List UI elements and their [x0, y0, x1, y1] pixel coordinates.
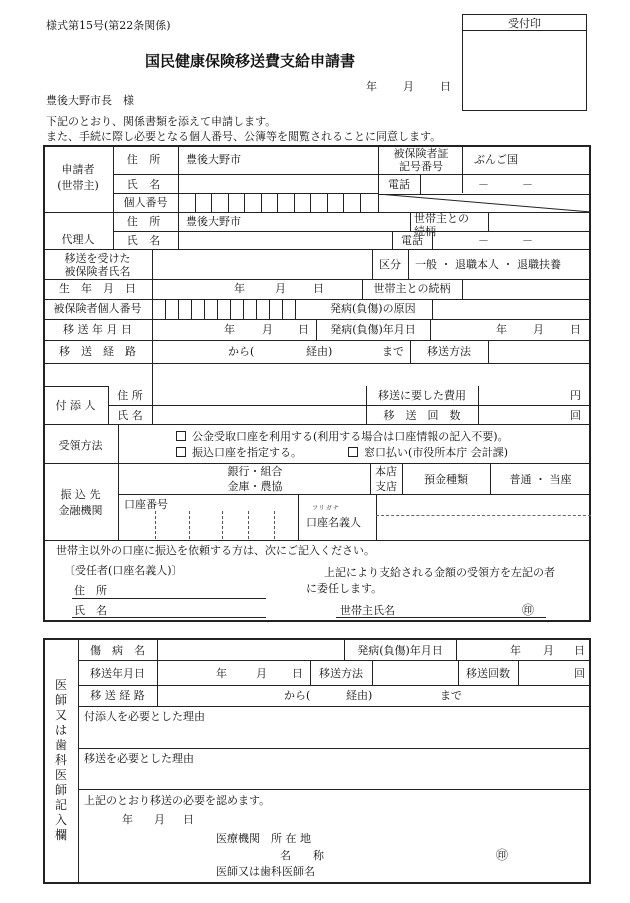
intro-line-2: また、手続に際し必要となる個人番号、公簿等を閲覧されることに同意します。 [46, 130, 442, 143]
route-from: から( [228, 345, 255, 358]
disease-label: 傷 病 名 [90, 644, 145, 657]
bank-label: 振 込 先 [60, 488, 101, 501]
receipt-stamp-label: 受付印 [508, 17, 541, 30]
birth-day-label: 日 [313, 282, 324, 295]
doctor-count-label: 移送回数 [466, 667, 510, 680]
receipt-option-window[interactable]: 窓口払い(市役所本庁 会計課) [348, 447, 508, 458]
branch-label-sub: 支店 [375, 480, 397, 493]
onset-year-label: 年 [496, 323, 507, 336]
addressee: 豊後大野市長 様 [46, 94, 134, 107]
delegate-address-label: 住 所 [74, 584, 107, 597]
attendant-name-label: 氏 名 [117, 409, 143, 422]
patient-mynumber-label: 被保険者個人番号 [53, 302, 142, 315]
onset-day-label: 日 [570, 323, 581, 336]
birthdate-label: 生 年 月 日 [59, 282, 136, 295]
doctor-seal-icon: ㊞ [496, 848, 509, 862]
digit-divider [295, 299, 296, 319]
applicant-phone-field[interactable]: － － [478, 178, 533, 191]
digit-divider [310, 194, 311, 212]
transport-reason-label: 移送を必要とした理由 [84, 752, 194, 765]
account-digit-divider [248, 511, 249, 539]
head-name-label: 世帯主氏名 [340, 604, 395, 617]
doctor-route-via: 経由) [346, 689, 373, 702]
doctor-name-label: 医師又は歯科医師名 [216, 865, 315, 878]
doctor-transport-year: 年 [216, 667, 227, 680]
strike-diagonal [378, 194, 591, 212]
bank-types: 銀行・組合 [227, 465, 283, 478]
transport-month-label: 月 [262, 323, 273, 336]
receipt-method-label: 受領方法 [58, 439, 103, 452]
doctor-side-label: 医師又は歯科医師記入欄 [55, 678, 68, 842]
deposit-type-label: 預金種類 [424, 473, 468, 486]
seal-icon: ㊞ [522, 603, 535, 617]
date-year-label: 年 [366, 80, 377, 93]
route-label: 移 送 経 路 [59, 345, 136, 358]
digit-divider [195, 194, 196, 212]
category-label: 区分 [379, 258, 401, 271]
doctor-route-label: 移 送 経 路 [90, 689, 145, 702]
date-day-label: 日 [440, 80, 451, 93]
digit-divider [282, 299, 283, 319]
digit-divider [204, 299, 205, 319]
digit-divider [294, 194, 295, 212]
route-via: 経由) [306, 345, 333, 358]
applicant-mynumber-label: 個人番号 [123, 196, 168, 209]
date-month-label: 月 [403, 80, 414, 93]
insured-cert-value[interactable]: ぶんご国 [474, 153, 518, 166]
doctor-transport-day: 日 [292, 667, 303, 680]
applicant-address-label: 住 所 [126, 153, 165, 166]
digit-divider [191, 299, 192, 319]
category-options[interactable]: 一般 ・ 退職本人 ・ 退職扶養 [415, 258, 561, 271]
doctor-route-to: まで [440, 689, 462, 702]
applicant-name-label: 氏 名 [126, 178, 165, 191]
receipt-option-public[interactable]: 公金受取口座を利用する(利用する場合は口座情報の記入不要)。 [176, 431, 509, 442]
doctor-onset-label: 発病(負傷)年月日 [357, 644, 443, 657]
applicant-address-value[interactable]: 豊後大野市 [186, 153, 241, 166]
agent-relation-label: 世帯主との [414, 212, 469, 225]
cost-unit: 円 [570, 389, 581, 402]
deposit-type-options[interactable]: 普通 ・ 当座 [509, 473, 572, 486]
account-digit-divider [189, 511, 190, 539]
onset-date-label: 発病(負傷)年月日 [330, 323, 416, 336]
digit-divider [228, 194, 229, 212]
doctor-method-label: 移送方法 [319, 667, 363, 680]
transport-date-label: 移 送 年 月 日 [63, 323, 132, 336]
page-title: 国民健康保険移送費支給申請書 [145, 52, 356, 70]
bank-label-sub: 金融機関 [58, 504, 103, 517]
insured-cert-label-sub: 記号番号 [399, 160, 443, 173]
attendant-reason-label: 付添人を必要とした理由 [84, 710, 205, 723]
applicant-label: 申請者 [61, 163, 95, 176]
holder-label: 口座名義人 [306, 516, 361, 529]
branch-label: 本店 [375, 465, 397, 478]
digit-divider [269, 299, 270, 319]
digit-divider [211, 194, 212, 212]
count-label: 移 送 回 数 [383, 409, 461, 422]
patient-name-label-sub: 被保険者氏名 [64, 265, 131, 278]
agent-relation-label-sub: 続柄 [414, 225, 436, 238]
agent-name-label: 氏 名 [126, 234, 165, 247]
digit-divider [230, 299, 231, 319]
attendant-label: 付 添 人 [55, 399, 96, 412]
delegation-statement-sub: に委任します。 [306, 582, 383, 595]
attendant-address-label: 住 所 [117, 389, 143, 402]
patient-relation-label: 世帯主との続柄 [373, 282, 451, 295]
digit-divider [327, 194, 328, 212]
birth-month-label: 月 [275, 282, 286, 295]
institution-address-label: 医療機関 所 在 地 [216, 832, 311, 845]
patient-name-label: 移送を受けた [64, 252, 131, 265]
transport-year-label: 年 [224, 323, 235, 336]
account-digit-divider [274, 511, 275, 539]
institution-name-label: 名 称 [280, 849, 324, 862]
checkbox-icon[interactable] [176, 447, 186, 457]
count-unit: 回 [570, 409, 581, 422]
agent-phone-field[interactable]: － － [478, 234, 533, 247]
form-number: 様式第15号(第22条関係) [46, 19, 171, 32]
applicant-phone-label: 電話 [388, 178, 410, 191]
digit-divider [244, 194, 245, 212]
doctor-onset-day: 日 [574, 644, 585, 657]
doctor-onset-year: 年 [510, 644, 521, 657]
doctor-count-unit: 回 [574, 667, 585, 680]
transport-day-label: 日 [298, 323, 309, 336]
birth-year-label: 年 [234, 282, 245, 295]
digit-divider [261, 194, 262, 212]
cause-label: 発病(負傷)の原因 [330, 302, 416, 315]
digit-divider [360, 194, 361, 212]
delegation-statement: 上記により支給される金額の受領方を左記の者 [324, 566, 555, 579]
delegate-label: 〔受任者(口座名義人)〕 [64, 564, 183, 577]
agent-phone-label: 電話 [401, 234, 423, 247]
insured-cert-label: 被保険者証 [393, 147, 449, 160]
digit-divider [217, 299, 218, 319]
doctor-transport-month: 月 [256, 667, 267, 680]
doctor-onset-month: 月 [543, 644, 554, 657]
account-digit-divider [222, 511, 223, 539]
receipt-option-transfer[interactable]: 振込口座を指定する。 [176, 447, 302, 458]
digit-divider [243, 299, 244, 319]
delegation-intro: 世帯主以外の口座に振込を依頼する方は、次にご記入ください。 [56, 544, 375, 557]
digit-divider [256, 299, 257, 319]
digit-divider [165, 299, 166, 319]
holder-furigana: フリガナ [312, 505, 340, 512]
agent-address-value[interactable]: 豊後大野市 [186, 215, 241, 228]
agent-label: 代理人 [61, 233, 95, 246]
applicant-label-sub: (世帯主) [57, 179, 99, 192]
route-to: まで [382, 345, 404, 358]
delegate-name-label: 氏 名 [74, 604, 107, 617]
account-digit-divider [155, 511, 156, 539]
agent-address-label: 住 所 [126, 215, 165, 228]
digit-divider [277, 194, 278, 212]
doctor-transport-date-label: 移送年月日 [90, 667, 145, 680]
doctor-route-from: から( [284, 689, 311, 702]
digit-divider [343, 194, 344, 212]
onset-month-label: 月 [533, 323, 544, 336]
certify-text: 上記のとおり移送の必要を認めます。 [84, 794, 271, 807]
certify-year: 年 [122, 813, 133, 826]
checkbox-icon[interactable] [348, 447, 358, 457]
checkbox-icon[interactable] [176, 431, 186, 441]
intro-line-1: 下記のとおり、関係書類を添えて申請します。 [46, 115, 277, 128]
certify-day: 日 [183, 813, 194, 826]
cost-label: 移送に要した費用 [378, 389, 466, 402]
account-number-label: 口座番号 [124, 498, 168, 511]
certify-month: 月 [154, 813, 165, 826]
bank-types-sub: 金庫・農協 [227, 480, 283, 493]
method-label: 移送方法 [427, 345, 471, 358]
digit-divider [178, 299, 179, 319]
